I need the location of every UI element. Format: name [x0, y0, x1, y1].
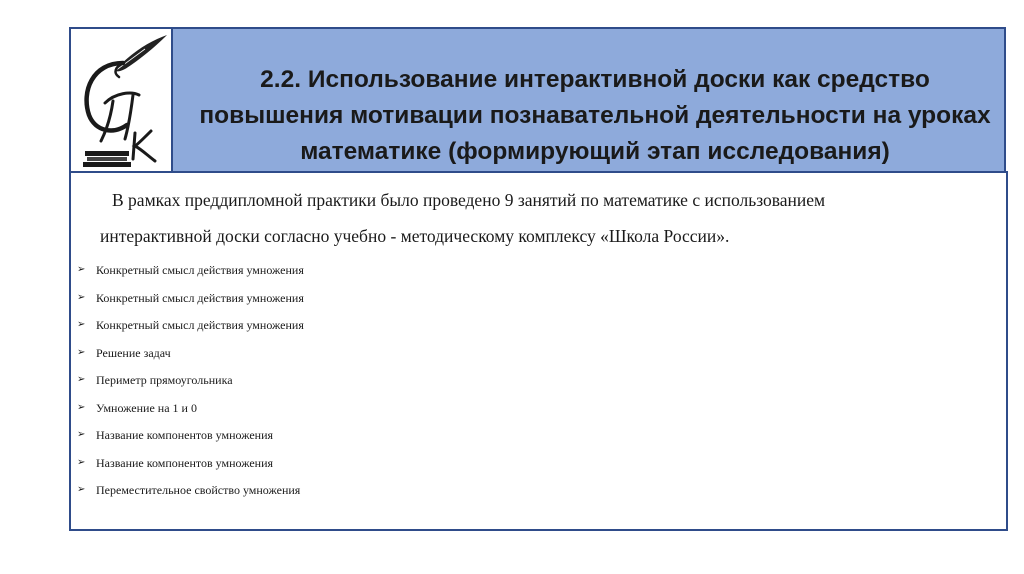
- arrow-bullet-icon: ➢: [77, 319, 86, 330]
- intro-paragraph: [100, 182, 1000, 254]
- arrow-bullet-icon: ➢: [77, 429, 86, 440]
- list-item: [77, 262, 304, 290]
- list-item: [77, 372, 304, 400]
- arrow-bullet-icon: ➢: [77, 346, 86, 358]
- arrow-bullet-icon: ➢: [77, 291, 86, 303]
- arrow-bullet-icon: ➢: [77, 401, 86, 413]
- arrow-bullet-icon: ➢: [77, 374, 86, 385]
- list-item: [77, 317, 304, 345]
- list-item-label: Периметр прямоугольника: [96, 373, 233, 387]
- list-item-label: Умножение на 1 и 0: [96, 400, 197, 415]
- list-item-label: Конкретный смысл действия умножения: [96, 318, 304, 332]
- monogram-logo-icon: [75, 33, 171, 173]
- list-item-label: Конкретный смысл действия умножения: [96, 290, 304, 305]
- intro-line-1: В рамках преддипломной практики было проведено 9 занятий по математике с использованием: [112, 190, 826, 210]
- arrow-bullet-icon: ➢: [77, 456, 86, 468]
- slide-title: 2.2. Использование интерактивной доски как средство повышения мотивации познавательной деятельности на уроках математике (формирующий этап исследования): [199, 66, 991, 165]
- list-item: [77, 455, 304, 483]
- lesson-list: [77, 262, 304, 510]
- list-item: [77, 345, 304, 373]
- list-item-label: Название компонентов умножения: [96, 455, 274, 470]
- logo: [69, 27, 173, 175]
- list-item: [77, 400, 304, 428]
- arrow-bullet-icon: ➢: [77, 264, 86, 275]
- intro-line-2: интерактивной доски согласно учебно - методическому комплексу «Школа России».: [100, 226, 730, 246]
- list-item-label: Название компонентов умножения: [96, 428, 274, 442]
- list-item-label: Конкретный смысл действия умножения: [96, 263, 304, 277]
- list-item: [77, 290, 304, 318]
- list-item: [77, 427, 304, 455]
- list-item-label: Переместительное свойство умножения: [96, 483, 301, 497]
- list-item-label: Решение задач: [96, 345, 171, 360]
- list-item: [77, 482, 304, 510]
- arrow-bullet-icon: ➢: [77, 484, 86, 495]
